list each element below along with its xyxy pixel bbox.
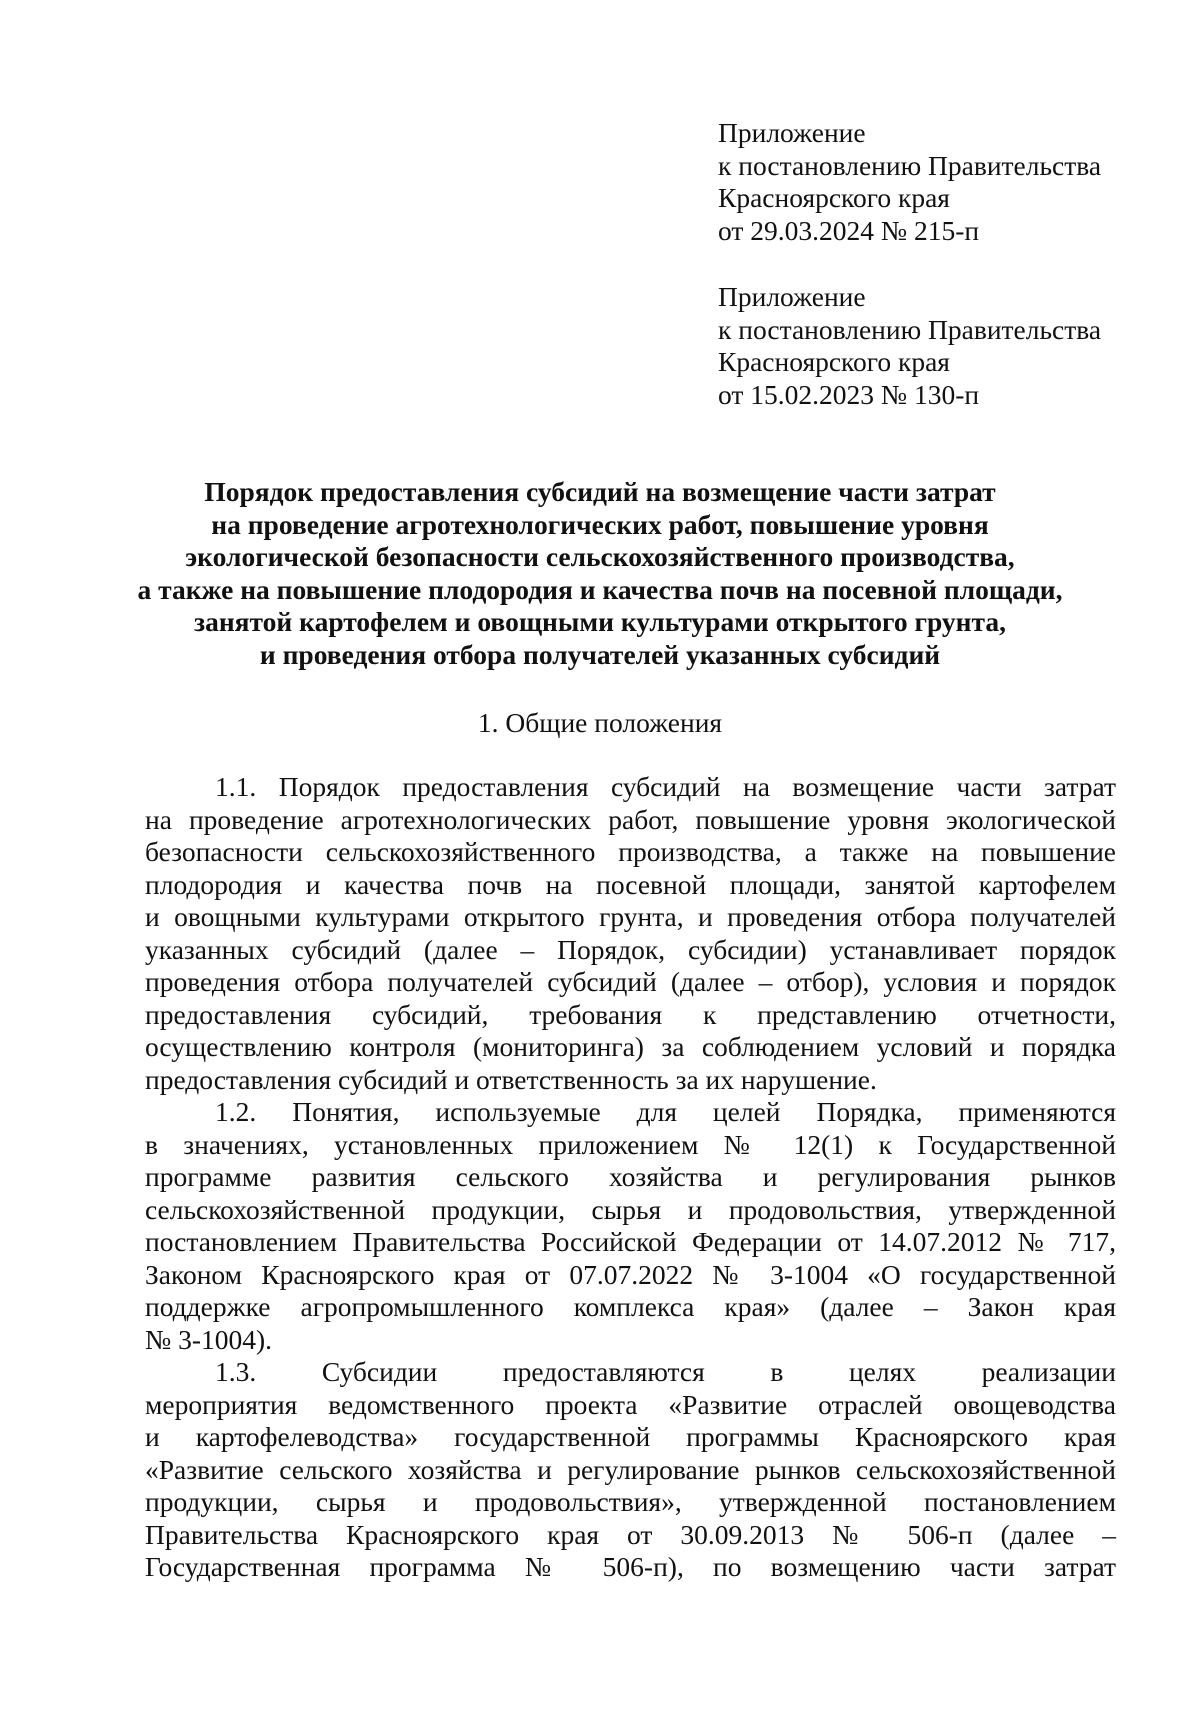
paragraph-line: Правительства Красноярского края от 30.09.2013 № 506-п (далее – — [145, 1518, 1116, 1550]
appendix-line: Приложение — [718, 281, 866, 312]
paragraph-line: продукции, сырья и продовольствия», утвержденной постановлением — [145, 1486, 1116, 1517]
paragraph-line: плодородия и качества почв на посевной площади, занятой картофелем — [145, 868, 1116, 900]
paragraph-line: поддержке агропромышленного комплекса края» (далее – Закон края — [145, 1291, 1116, 1322]
paragraph-line: сельскохозяйственной продукции, сырья и продовольствия, утвержденной — [145, 1193, 1116, 1225]
paragraph-line: указанных субсидий (далее – Порядок, субсидии) устанавливает порядок — [145, 933, 1116, 965]
paragraph-line: Государственная программа № 506-п), по возмещению части затрат — [145, 1551, 1116, 1582]
appendix-block-current — [718, 117, 1101, 247]
paragraph-line: проведения отбора получателей субсидий (далее – отбор), условия и порядок — [145, 966, 1116, 997]
appendix-line: Красноярского края — [718, 346, 950, 377]
paragraph-line: предоставления субсидий, требования к представлению отчетности, — [145, 998, 1116, 1030]
title-line: на проведение агротехнологических работ, повышение уровня — [211, 508, 989, 540]
paragraph-line: 1.1. Порядок предоставления субсидий на возмещение части затрат — [215, 771, 1116, 802]
paragraph-line: мероприятия ведомственного проекта «Развитие отраслей овощеводства — [145, 1388, 1116, 1420]
paragraph-line: предоставления субсидий и ответственность за их нарушение. — [145, 1063, 877, 1095]
paragraph-line: «Развитие сельского хозяйства и регулирование рынков сельскохозяйственной — [145, 1453, 1116, 1485]
paragraph-line: в значениях, установленных приложением № 12(1) к Государственной — [145, 1128, 1116, 1160]
paragraph-line: безопасности сельскохозяйственного производства, а также на повышение — [145, 836, 1116, 867]
paragraph-line: и картофелеводства» государственной программы Красноярского края — [145, 1421, 1116, 1452]
document-title — [120, 476, 1080, 671]
paragraph-line: программе развития сельского хозяйства и регулирования рынков — [145, 1161, 1116, 1192]
title-line: Порядок предоставления субсидий на возмещение части затрат — [204, 476, 996, 507]
section-heading: 1. Общие положения — [477, 707, 723, 738]
paragraph-line: Законом Красноярского края от 07.07.2022 № 3-1004 «О государственной — [145, 1258, 1116, 1290]
appendix-line: от 15.02.2023 № 130-п — [718, 378, 980, 410]
appendix-line: от 29.03.2024 № 215-п — [718, 214, 980, 246]
paragraph-line: 1.3. Субсидии предоставляются в целях реализации — [215, 1356, 1116, 1387]
title-line: а также на повышение плодородия и качества почв на посевной площади, — [137, 573, 1063, 605]
appendix-line: к постановлению Правительства — [718, 313, 1102, 345]
paragraph-line: осуществлению контроля (мониторинга) за соблюдением условий и порядка — [145, 1031, 1116, 1062]
title-line: и проведения отбора получателей указанных субсидий — [259, 638, 941, 670]
title-line: занятой картофелем и овощными культурами открытого грунта, — [194, 606, 1006, 637]
paragraph-line: № 3-1004). — [145, 1323, 273, 1355]
appendix-block-original — [718, 281, 1101, 411]
paragraph-line: и овощными культурами открытого грунта, и проведения отбора получателей — [145, 901, 1116, 932]
appendix-line: к постановлению Правительства — [718, 149, 1102, 181]
title-line: экологической безопасности сельскохозяйственного производства, — [185, 541, 1015, 572]
appendix-line: Красноярского края — [718, 182, 950, 213]
paragraph-line: 1.2. Понятия, используемые для целей Порядка, применяются — [215, 1096, 1116, 1127]
appendix-line: Приложение — [718, 117, 866, 148]
body-text — [145, 771, 1116, 1584]
paragraph-line: постановлением Правительства Российской Федерации от 14.07.2012 № 717, — [145, 1226, 1116, 1257]
paragraph-line: на проведение агротехнологических работ, повышение уровня экологической — [145, 803, 1116, 835]
